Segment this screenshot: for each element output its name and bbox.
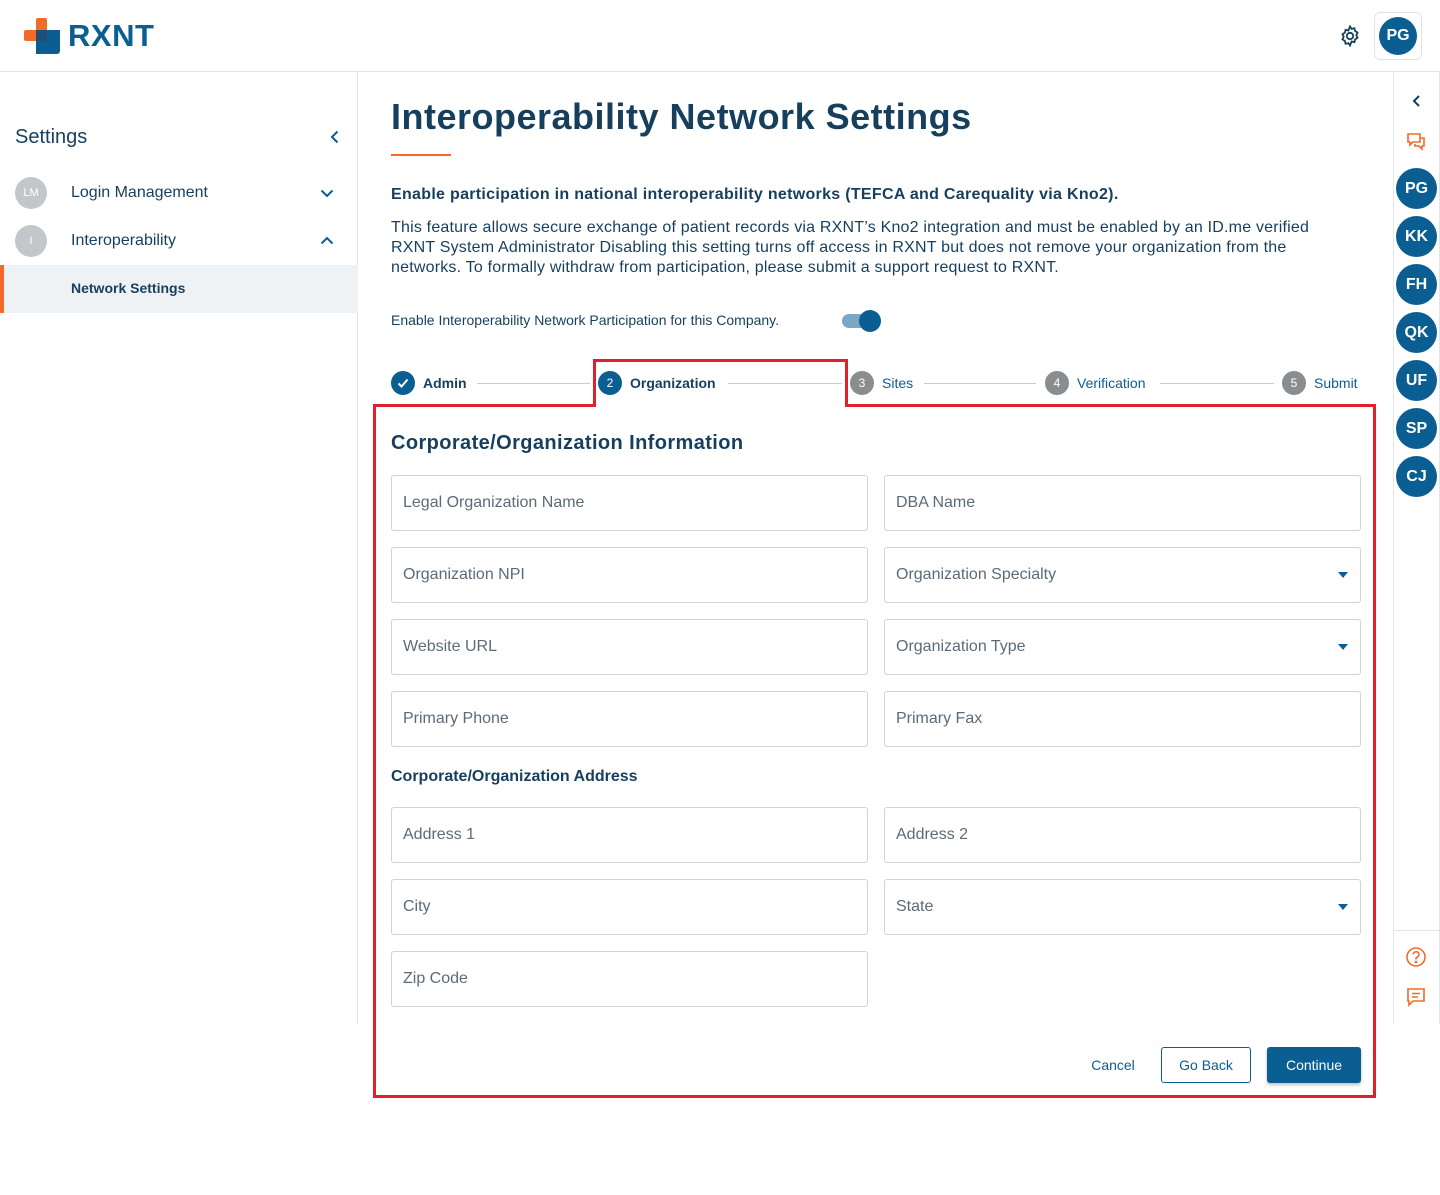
avatar: PG bbox=[1379, 17, 1417, 55]
rxnt-logo[interactable] bbox=[24, 18, 154, 54]
organization-npi-field[interactable] bbox=[391, 547, 868, 603]
step-admin[interactable] bbox=[391, 371, 467, 395]
logo-text: RXNT bbox=[68, 18, 155, 53]
organization-specialty-input[interactable] bbox=[885, 548, 1360, 602]
highlight-tab-frame bbox=[593, 359, 848, 407]
organization-specialty-select[interactable] bbox=[884, 547, 1361, 603]
website-url-input[interactable] bbox=[392, 620, 867, 674]
user-menu[interactable] bbox=[1374, 12, 1422, 60]
primary-phone-input[interactable] bbox=[392, 692, 867, 746]
state-input[interactable] bbox=[885, 880, 1360, 934]
sidebar-title: Settings bbox=[15, 126, 88, 148]
participation-toggle-label: Enable Interoperability Network Participation for this Company. bbox=[391, 312, 780, 328]
right-rail bbox=[1393, 72, 1440, 1024]
chevron-up-icon[interactable] bbox=[318, 232, 336, 250]
title-underline bbox=[391, 154, 451, 156]
address-2-field[interactable] bbox=[884, 807, 1361, 863]
primary-phone-field[interactable] bbox=[391, 691, 868, 747]
zip-code-field[interactable] bbox=[391, 951, 868, 1007]
step-number: 5 bbox=[1282, 371, 1306, 395]
step-number: 4 bbox=[1045, 371, 1069, 395]
sidebar-item-label: Login Management bbox=[71, 184, 208, 201]
step-label: Sites bbox=[882, 375, 914, 391]
go-back-button[interactable]: Go Back bbox=[1161, 1047, 1251, 1083]
rail-divider bbox=[1393, 930, 1440, 931]
step-sites[interactable] bbox=[850, 371, 913, 395]
top-bar bbox=[0, 0, 1440, 72]
city-field[interactable] bbox=[391, 879, 868, 935]
state-select[interactable] bbox=[884, 879, 1361, 935]
avatar[interactable]: CJ bbox=[1396, 456, 1437, 497]
avatar[interactable]: FH bbox=[1396, 264, 1437, 305]
chat-bubbles-icon[interactable] bbox=[1405, 130, 1427, 152]
step-connector bbox=[1160, 383, 1274, 384]
continue-button[interactable]: Continue bbox=[1267, 1047, 1361, 1083]
section-title: Corporate/Organization Information bbox=[391, 432, 744, 454]
step-verification[interactable] bbox=[1045, 371, 1145, 395]
chevron-left-icon[interactable] bbox=[326, 128, 344, 146]
avatar[interactable]: KK bbox=[1396, 216, 1437, 257]
step-label: Organization bbox=[630, 375, 716, 391]
zip-code-input[interactable] bbox=[392, 952, 867, 1006]
page-title: Interoperability Network Settings bbox=[391, 96, 972, 137]
gear-icon[interactable] bbox=[1338, 24, 1362, 48]
step-label: Verification bbox=[1077, 375, 1146, 391]
sidebar-item-login-management[interactable] bbox=[0, 169, 358, 217]
avatar[interactable]: QK bbox=[1396, 312, 1437, 353]
address-1-field[interactable] bbox=[391, 807, 868, 863]
cancel-button[interactable]: Cancel bbox=[1078, 1047, 1148, 1083]
organization-type-select[interactable] bbox=[884, 619, 1361, 675]
address-1-input[interactable] bbox=[392, 808, 867, 862]
intro-heading: Enable participation in national interoperability networks (TEFCA and Carequality via Kno2). bbox=[391, 186, 1119, 203]
avatar[interactable]: SP bbox=[1396, 408, 1437, 449]
settings-sidebar bbox=[0, 72, 358, 1024]
sidebar-badge: LM bbox=[15, 177, 47, 209]
primary-fax-field[interactable] bbox=[884, 691, 1361, 747]
sidebar-item-interoperability[interactable] bbox=[0, 217, 358, 265]
city-input[interactable] bbox=[392, 880, 867, 934]
website-url-field[interactable] bbox=[391, 619, 868, 675]
step-number: 2 bbox=[598, 371, 622, 395]
sidebar-item-label: Interoperability bbox=[71, 232, 176, 249]
sidebar-subitem-label: Network Settings bbox=[71, 280, 186, 296]
address-section-title: Corporate/Organization Address bbox=[391, 768, 638, 785]
organization-type-input[interactable] bbox=[885, 620, 1360, 674]
caret-down-icon[interactable] bbox=[1338, 904, 1348, 910]
avatar[interactable]: UF bbox=[1396, 360, 1437, 401]
intro-body: This feature allows secure exchange of patient records via RXNT’s Kno2 integration and must be enabled by an ID.me verified RXNT System Administrator Disabling this setting turns off access in RXNT but does not remove your organization from the networks. To formally withdraw from participation, please submit a support request to RXNT. bbox=[391, 219, 1310, 276]
participation-toggle[interactable] bbox=[842, 310, 880, 332]
step-number: 3 bbox=[850, 371, 874, 395]
legal-organization-name-input[interactable] bbox=[392, 476, 867, 530]
caret-down-icon[interactable] bbox=[1338, 644, 1348, 650]
primary-fax-input[interactable] bbox=[885, 692, 1360, 746]
sidebar-badge: I bbox=[15, 225, 47, 257]
caret-down-icon[interactable] bbox=[1338, 572, 1348, 578]
chevron-down-icon[interactable] bbox=[318, 184, 336, 202]
dba-name-input[interactable] bbox=[885, 476, 1360, 530]
step-connector bbox=[477, 383, 590, 384]
sidebar-subitem-network-settings[interactable] bbox=[0, 265, 358, 313]
step-connector bbox=[924, 383, 1036, 384]
avatar[interactable]: PG bbox=[1396, 168, 1437, 209]
legal-organization-name-field[interactable] bbox=[391, 475, 868, 531]
help-icon[interactable] bbox=[1405, 946, 1427, 968]
step-submit[interactable] bbox=[1282, 371, 1358, 395]
organization-npi-input[interactable] bbox=[392, 548, 867, 602]
chevron-left-icon[interactable] bbox=[1408, 92, 1426, 110]
message-icon[interactable] bbox=[1405, 986, 1427, 1008]
step-label: Admin bbox=[423, 375, 467, 391]
check-icon bbox=[391, 371, 415, 395]
step-label: Submit bbox=[1314, 375, 1358, 391]
dba-name-field[interactable] bbox=[884, 475, 1361, 531]
logo-cross-icon bbox=[24, 18, 60, 54]
address-2-input[interactable] bbox=[885, 808, 1360, 862]
